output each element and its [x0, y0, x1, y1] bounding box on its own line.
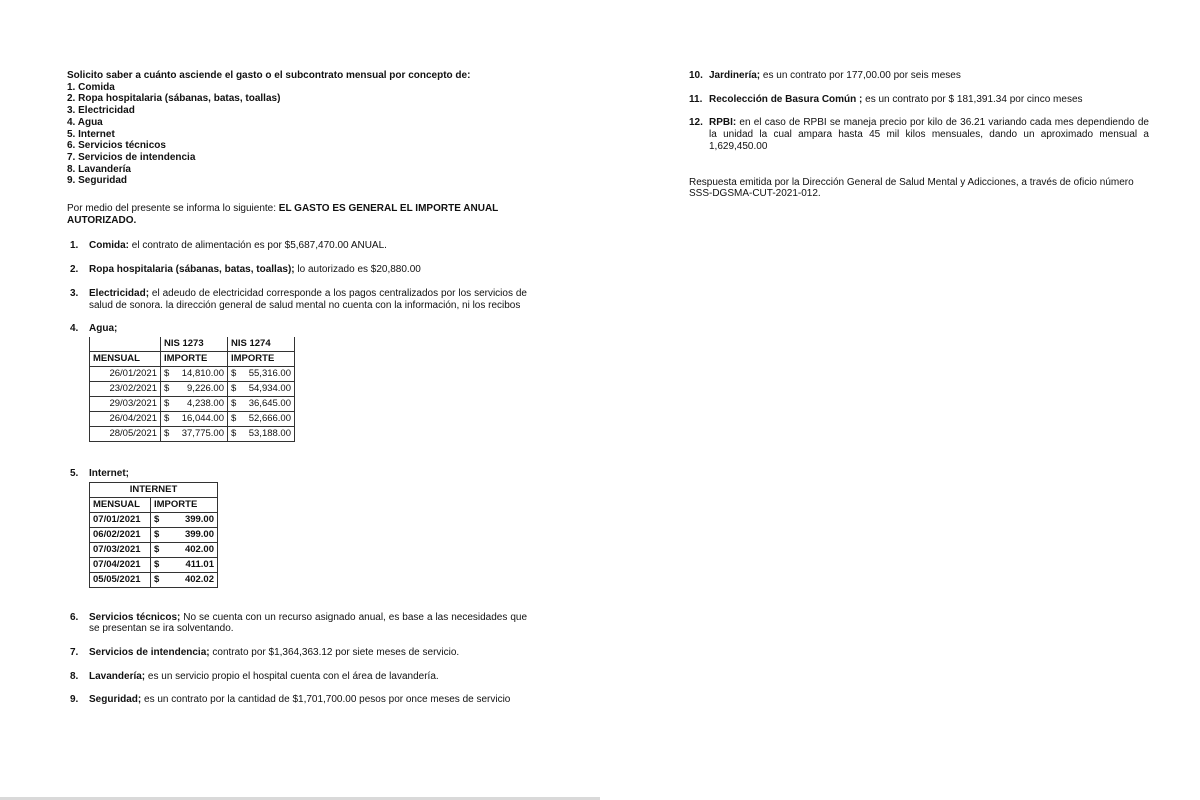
- table-cell-amount: [228, 381, 295, 396]
- answer-label: Recolección de Basura Común ;: [709, 93, 863, 105]
- left-column: [67, 70, 527, 718]
- table-header-mensual: MENSUAL: [90, 497, 151, 512]
- table-cell-date: 26/01/2021: [90, 366, 161, 381]
- amount-value: 402.00: [184, 543, 214, 555]
- intro-paragraph: [67, 203, 527, 226]
- answer-text: el contrato de alimentación es por $5,687,470.00 ANUAL.: [129, 240, 387, 252]
- answer-text: es un contrato por $ 181,391.34 por cinco meses: [862, 93, 1083, 105]
- table-cell-amount: [161, 366, 228, 381]
- currency-sign: $: [164, 428, 170, 440]
- table-row: [90, 512, 218, 527]
- list-item: 2. Ropa hospitalaria (sábanas, batas, toallas): [67, 93, 281, 105]
- table-header-importe: IMPORTE: [228, 351, 295, 366]
- table-cell-date: 07/01/2021: [90, 512, 151, 527]
- answer-label: Agua;: [89, 323, 118, 335]
- answer-jardineria: [689, 70, 1149, 82]
- answer-servicios-tecnicos: [67, 612, 527, 635]
- table-cell-date: 07/04/2021: [90, 557, 151, 572]
- table-row: [90, 381, 295, 396]
- answer-number: 5.: [70, 467, 79, 479]
- table-row: [90, 557, 218, 572]
- table-header-nis1273: NIS 1273: [161, 337, 228, 352]
- answer-number: 10.: [689, 70, 703, 81]
- answer-lavanderia: [67, 671, 527, 683]
- amount-value: 399.00: [184, 528, 214, 540]
- table-header-importe: IMPORTE: [151, 497, 218, 512]
- table-cell-amount: [228, 396, 295, 411]
- table-cell-date: 26/04/2021: [90, 411, 161, 426]
- response-note: Respuesta emitida por la Dirección General de Salud Mental y Adicciones, a través de oficio número SSS-DGSMA-CUT-2021-012.: [689, 176, 1134, 200]
- table-header-importe: IMPORTE: [161, 351, 228, 366]
- table-cell-date: 06/02/2021: [90, 527, 151, 542]
- amount-value: 55,316.00: [248, 368, 291, 380]
- answer-seguridad: [67, 694, 527, 706]
- amount-value: 402.02: [184, 573, 214, 585]
- intro-highlight: EL GASTO ES GENERAL EL IMPORTE ANUAL AUTORIZADO.: [67, 203, 499, 226]
- answer-text: es un servicio propio el hospital cuenta con el área de lavandería.: [145, 670, 439, 682]
- answer-number: 11.: [689, 93, 703, 105]
- answer-text: No se cuenta con un recurso asignado anual, es base a las necesidades que se presentan se ira solventando.: [89, 611, 528, 635]
- answer-intendencia: [67, 647, 527, 659]
- answer-number: 4.: [70, 323, 79, 335]
- answer-label: Jardinería;: [709, 70, 761, 81]
- answer-number: 3.: [70, 287, 79, 299]
- answer-comida: [67, 240, 527, 252]
- currency-sign: $: [154, 513, 160, 525]
- answer-label: Servicios de intendencia;: [89, 647, 210, 659]
- currency-sign: $: [231, 413, 237, 425]
- answer-number: 8.: [70, 670, 79, 682]
- amount-value: 52,666.00: [248, 413, 291, 425]
- table-cell-amount: [228, 426, 295, 441]
- answer-text: es un contrato por la cantidad de $1,701,700.00 pesos por once meses de servicio: [141, 694, 511, 706]
- table-cell-amount: [151, 542, 218, 557]
- table-cell-date: 23/02/2021: [90, 381, 161, 396]
- amount-value: 37,775.00: [181, 428, 224, 440]
- currency-sign: $: [164, 383, 170, 395]
- table-header-mensual: MENSUAL: [90, 351, 161, 366]
- answer-label: Internet;: [89, 467, 129, 479]
- currency-sign: $: [231, 428, 237, 440]
- answer-number: 1.: [70, 240, 79, 252]
- request-list: [67, 82, 527, 187]
- table-row: [90, 527, 218, 542]
- request-title: Solicito saber a cuánto asciende el gasto o el subcontrato mensual por concepto de:: [67, 70, 471, 81]
- answer-label: Comida:: [89, 240, 129, 252]
- currency-sign: $: [231, 383, 237, 395]
- currency-sign: $: [154, 528, 160, 540]
- answer-agua: [67, 323, 527, 442]
- answer-label: Seguridad;: [89, 694, 142, 706]
- table-cell-amount: [161, 396, 228, 411]
- answer-text: el adeudo de electricidad corresponde a los pagos centralizados por los servicios de salud de sonora. la dirección general de salud mental no cuenta con la información, ni los recibos: [89, 287, 527, 311]
- table-cell-date: 29/03/2021: [90, 396, 161, 411]
- table-row: [90, 396, 295, 411]
- list-item: 9. Seguridad: [67, 175, 128, 187]
- answer-number: 6.: [70, 611, 79, 623]
- currency-sign: $: [164, 413, 170, 425]
- answer-text: lo autorizado es $20,880.00: [294, 264, 421, 276]
- amount-value: 54,934.00: [248, 383, 291, 395]
- table-cell-empty: [90, 337, 161, 352]
- answer-text: contrato por $1,364,363.12 por siete meses de servicio.: [209, 647, 460, 659]
- table-title-internet: INTERNET: [90, 482, 218, 497]
- list-item: 5. Internet: [67, 128, 115, 140]
- list-item: 4. Agua: [67, 116, 103, 128]
- answer-number: 12.: [689, 117, 703, 129]
- amount-value: 9,226.00: [187, 383, 224, 395]
- answer-internet: [67, 468, 527, 588]
- answer-number: 7.: [70, 647, 79, 659]
- answer-label: Servicios técnicos;: [89, 611, 181, 623]
- table-cell-amount: [151, 512, 218, 527]
- table-cell-amount: [228, 411, 295, 426]
- list-item: 1. Comida: [67, 81, 115, 93]
- answer-electricidad: [67, 288, 527, 311]
- answer-label: Ropa hospitalaria (sábanas, batas, toallas);: [89, 264, 295, 276]
- table-cell-amount: [151, 557, 218, 572]
- answer-label: RPBI:: [709, 117, 737, 129]
- currency-sign: $: [164, 398, 170, 410]
- table-header-nis1274: NIS 1274: [228, 337, 295, 352]
- list-item: 6. Servicios técnicos: [67, 140, 166, 152]
- amount-value: 411.01: [185, 558, 214, 570]
- answer-basura: [689, 94, 1149, 106]
- currency-sign: $: [231, 368, 237, 380]
- answer-label: Electricidad;: [89, 287, 150, 299]
- table-row: [90, 366, 295, 381]
- answer-rpbi: [689, 117, 1149, 152]
- currency-sign: $: [154, 558, 160, 570]
- right-column: [689, 70, 1149, 200]
- amount-value: 53,188.00: [248, 428, 291, 440]
- amount-value: 16,044.00: [181, 413, 224, 425]
- answer-number: 9.: [70, 694, 79, 706]
- table-cell-amount: [151, 572, 218, 587]
- table-cell-date: 07/03/2021: [90, 542, 151, 557]
- amount-value: 14,810.00: [181, 368, 224, 380]
- table-cell-amount: [161, 411, 228, 426]
- list-item: 3. Electricidad: [67, 105, 135, 117]
- answer-label: Lavandería;: [89, 670, 146, 682]
- table-cell-amount: [151, 527, 218, 542]
- table-row: [90, 542, 218, 557]
- table-row: [90, 572, 218, 587]
- amount-value: 36,645.00: [248, 398, 291, 410]
- table-cell-amount: [161, 381, 228, 396]
- answer-text: es un contrato por 177,00.00 por seis meses: [760, 70, 961, 81]
- answer-ropa: [67, 264, 527, 276]
- table-cell-date: 28/05/2021: [90, 426, 161, 441]
- currency-sign: $: [231, 398, 237, 410]
- amount-value: 399.00: [184, 513, 214, 525]
- intro-text: Por medio del presente se informa lo siguiente:: [67, 203, 279, 215]
- amount-value: 4,238.00: [187, 398, 224, 410]
- table-cell-date: 05/05/2021: [90, 572, 151, 587]
- internet-table: [89, 482, 218, 588]
- currency-sign: $: [164, 368, 170, 380]
- list-item: 8. Lavandería: [67, 163, 131, 175]
- currency-sign: $: [154, 543, 160, 555]
- table-row: [90, 426, 295, 441]
- list-item: 7. Servicios de intendencia: [67, 151, 196, 163]
- answer-text: en el caso de RPBI se maneja precio por kilo de 36.21 variando cada mes dependiendo de la unidad la cual ampara hasta 45 mil kilos mensuales, dando un aproximado mensual a 1,629,450.00: [709, 117, 1149, 152]
- answers-list: [67, 240, 527, 706]
- table-cell-amount: [228, 366, 295, 381]
- currency-sign: $: [154, 573, 160, 585]
- table-row: [90, 411, 295, 426]
- table-cell-amount: [161, 426, 228, 441]
- answer-number: 2.: [70, 264, 79, 276]
- agua-table: [89, 337, 295, 442]
